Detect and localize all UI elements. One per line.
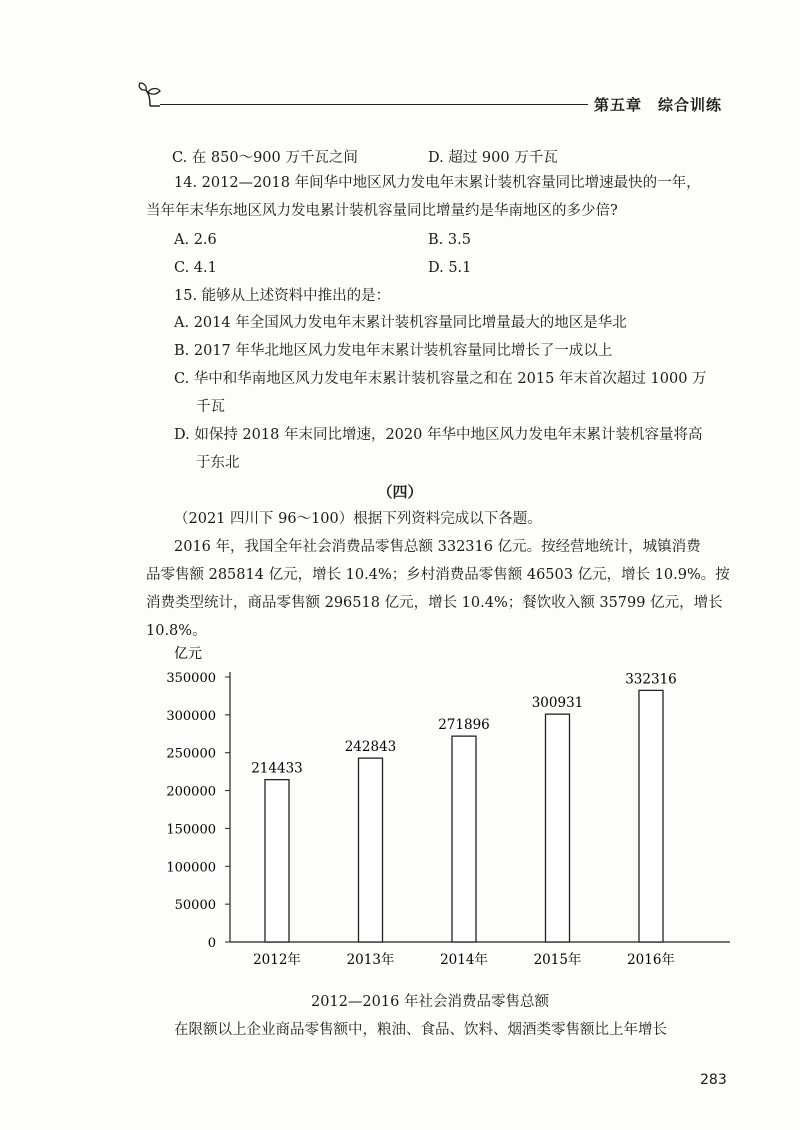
- material-para-line3: 消费类型统计，商品零售额 296518 亿元，增长 10.4%；餐饮收入额 35799 亿元，增长: [146, 595, 723, 611]
- y-tick-label: 250000: [166, 746, 216, 762]
- x-tick-label: 2012年: [253, 952, 301, 968]
- q15-option-b: B. 2017 年华北地区风力发电年末累计装机容量同比增长了一成以上: [174, 343, 613, 359]
- y-tick-label: 350000: [166, 671, 216, 686]
- bar-value-label: 332316: [625, 671, 677, 688]
- bar-2015年: [546, 714, 570, 942]
- trailing-paragraph: 在限额以上企业商品零售额中，粮油、食品、饮料、烟酒类零售额比上年增长: [174, 1022, 667, 1038]
- y-tick-label: 200000: [166, 784, 216, 800]
- q13-option-c: C. 在 850～900 万千瓦之间: [172, 150, 358, 166]
- x-tick-label: 2013年: [346, 952, 395, 968]
- bar-2014年: [452, 736, 476, 942]
- q15-stem: 15. 能够从上述资料中推出的是：: [174, 288, 391, 304]
- y-tick-label: 300000: [166, 708, 216, 724]
- y-tick-label: 0: [207, 936, 216, 951]
- y-tick-label: 50000: [174, 898, 216, 914]
- x-tick-label: 2015年: [533, 952, 582, 968]
- header-rule: [160, 104, 588, 105]
- y-axis-label: 亿元: [174, 646, 202, 662]
- y-tick-label: 150000: [166, 822, 216, 838]
- q15-option-d-line2: 于东北: [196, 455, 240, 471]
- section-title: （四）: [377, 483, 423, 501]
- bar-value-label: 300931: [531, 695, 584, 712]
- bar-2013年: [359, 758, 383, 942]
- chart-caption: 2012—2016 年社会消费品零售总额: [311, 994, 549, 1010]
- material-para-line1: 2016 年，我国全年社会消费品零售总额 332316 亿元。按经营地统计，城镇消费: [174, 539, 701, 555]
- q15-option-a: A. 2014 年全国风力发电年末累计装机容量同比增量最大的地区是华北: [174, 315, 627, 331]
- bar-2012年: [265, 780, 289, 942]
- q15-option-c-line2: 千瓦: [196, 399, 225, 415]
- chapter-title: 第五章 综合训练: [594, 96, 723, 114]
- section-source: （2021 四川下 96～100）根据下列资料完成以下各题。: [174, 511, 542, 527]
- retail-sales-bar-chart: [140, 640, 740, 980]
- q15-option-d-line1: D. 如保持 2018 年末同比增速，2020 年华中地区风力发电年末累计装机容量将高: [174, 427, 703, 443]
- bar-value-label: 271896: [438, 717, 490, 734]
- q14-option-d: D. 5.1: [428, 260, 472, 276]
- q14-stem-line1: 14. 2012—2018 年间华中地区风力发电年末累计装机容量同比增速最快的一年，: [174, 175, 701, 191]
- material-para-line2: 品零售额 285814 亿元，增长 10.4%；乡村消费品零售额 46503 亿元，增长 10.9%。按: [146, 567, 730, 583]
- page-number: 283: [700, 1072, 727, 1088]
- q14-stem-line2: 当年年末华东地区风力发电累计装机容量同比增量约是华南地区的多少倍?: [146, 203, 618, 219]
- q15-option-c-line1: C. 华中和华南地区风力发电年末累计装机容量之和在 2015 年末首次超过 1000 万: [174, 371, 707, 387]
- y-tick-label: 100000: [166, 860, 216, 876]
- bar-value-label: 242843: [344, 739, 397, 756]
- x-tick-label: 2014年: [440, 952, 488, 968]
- x-tick-label: 2016年: [627, 952, 675, 968]
- q14-option-b: B. 3.5: [428, 232, 471, 248]
- material-para-line4: 10.8%。: [146, 623, 207, 639]
- q14-option-c: C. 4.1: [174, 260, 217, 276]
- q14-option-a: A. 2.6: [174, 232, 217, 248]
- bar-2016年: [639, 690, 663, 942]
- bar-value-label: 214433: [251, 760, 303, 777]
- q13-option-d: D. 超过 900 万千瓦: [428, 150, 558, 166]
